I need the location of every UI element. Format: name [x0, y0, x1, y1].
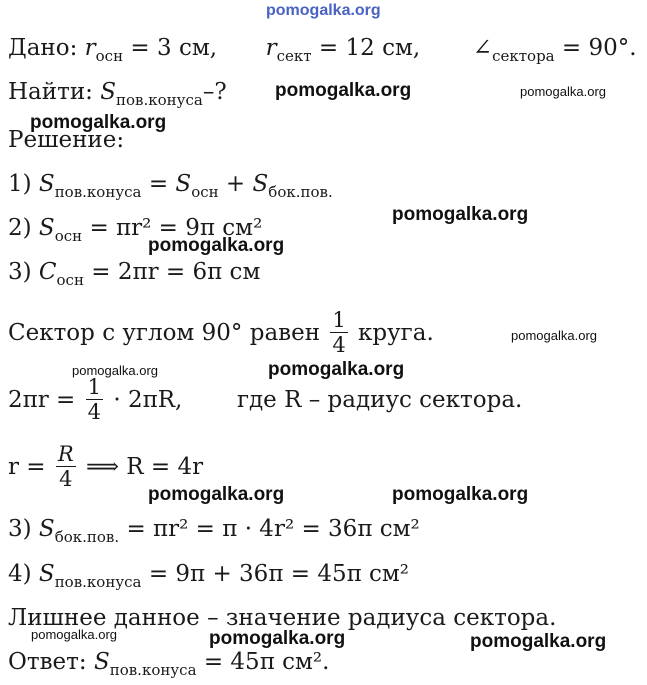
step-4: 4) $S_{пов.конуса} = 9\pi + 36\pi = 45\pi$ см² [8, 561, 410, 591]
extra-note: Лишнее данное – значение радиуса сектора. [8, 605, 557, 631]
sector-statement: Сектор с углом 90° равен $\frac{1}{4}$ круга. [8, 307, 434, 357]
find-line: Найти: $S_{пов.конуса}-$? [8, 79, 227, 109]
step-3-lateral: 3) $S_{бок.пов.} = \pi r^2 = \pi \cdot 4r^2 = 36\pi$ см² [8, 516, 420, 546]
watermark: pomogalka.org [72, 363, 158, 378]
given-line: Дано: $r_{осн} = 3$ см, $r_{сект} = 12$ см, $\angle_{сектора} = 90^\circ$. [8, 35, 637, 65]
watermark: pomogalka.org [392, 204, 529, 225]
watermark: pomogalka.org [275, 80, 412, 101]
watermark: pomogalka.org [511, 328, 597, 343]
watermark: pomogalka.org [268, 359, 405, 380]
watermark: pomogalka.org [30, 112, 167, 133]
step-1: 1) $S_{пов.конуса} = S_{осн} + S_{бок.пов.}$ [8, 171, 333, 201]
fraction-one-quarter: $\frac{1}{4}$ [87, 374, 102, 424]
watermark: pomogalka.org [470, 631, 607, 652]
watermark: pomogalka.org [31, 627, 117, 642]
watermark: pomogalka.org [392, 484, 529, 505]
watermark: pomogalka.org [148, 235, 285, 256]
equation-radius: r = $\frac{R}{4}$ ⟹ R = 4r [8, 441, 204, 491]
watermark: pomogalka.org [520, 84, 606, 99]
watermark: pomogalka.org [148, 484, 285, 505]
watermark: pomogalka.org [209, 628, 346, 649]
solution-heading: Решение: [8, 127, 125, 153]
fraction-one-quarter: $\frac{1}{4}$ [332, 307, 346, 357]
equation-circumference: 2πr = $\frac{1}{4}$ · 2πR, где R – радиус сектора. [8, 374, 523, 424]
step-2: 2) $S_{осн} = \pi r^2 = 9\pi$ см² [8, 215, 263, 245]
step-3: 3) $C_{осн} = 2\pi r = 6\pi$ см [8, 259, 261, 289]
watermark: pomogalka.org [266, 2, 381, 19]
fraction-r-quarter: $\frac{R}{4}$ [57, 441, 74, 491]
answer-line: Ответ: $S_{пов.конуса} = 45\pi$ см². [8, 649, 330, 679]
